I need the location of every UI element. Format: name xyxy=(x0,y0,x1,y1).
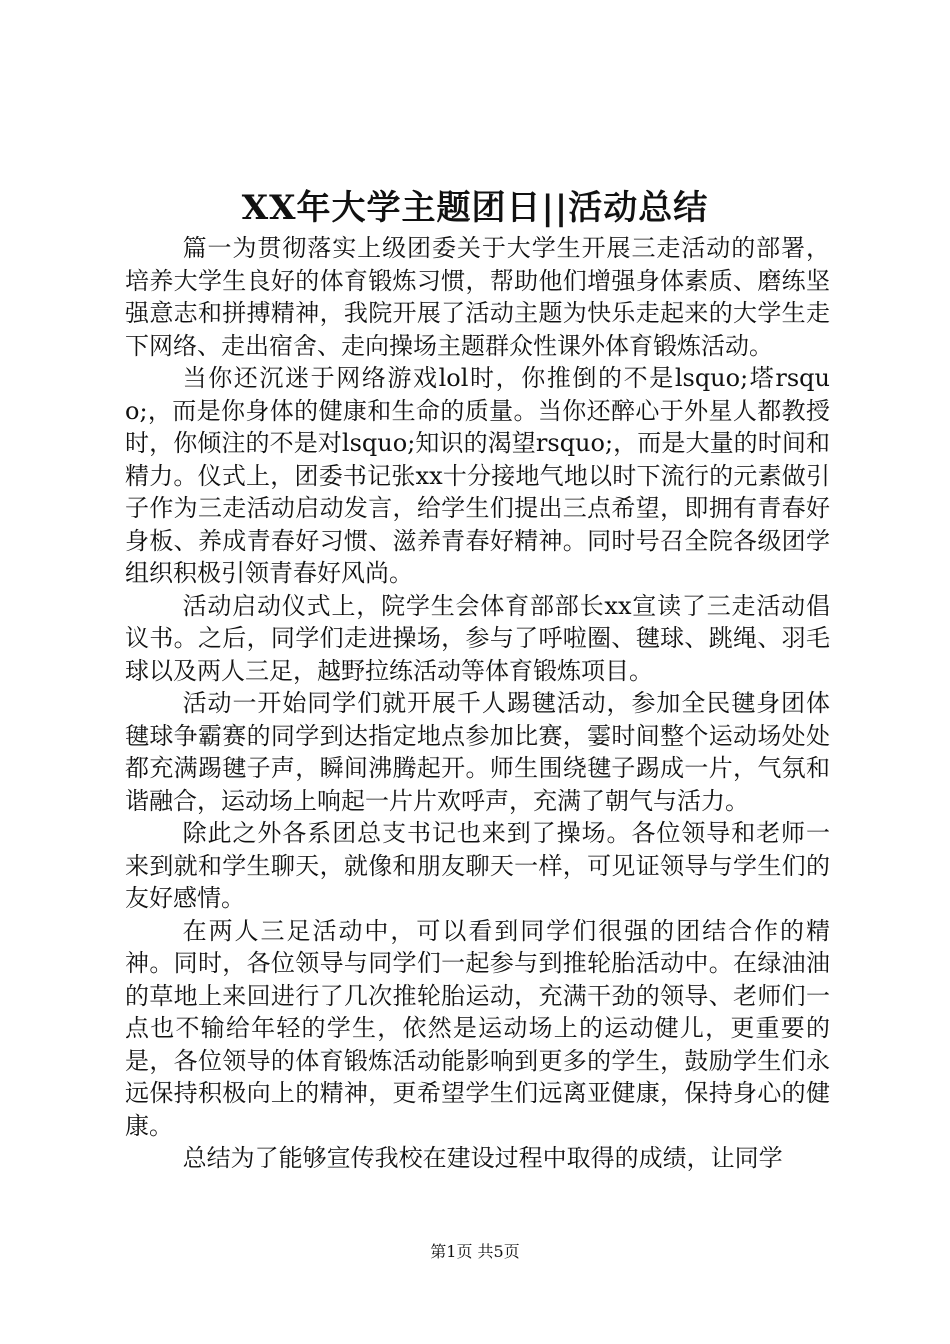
paragraph: 在两人三足活动中，可以看到同学们很强的团结合作的精神。同时，各位领导与同学们一起参与到推轮胎活动中。在绿油油的草地上来回进行了几次推轮胎运动，充满干劲的领导、老师们一点也不输给年轻的学生，依然是运动场上的运动健儿，更重要的是，各位领导的体育锻炼活动能影响到更多的学生，鼓励学生们永远保持积极向上的精神，更希望学生们远离亚健康，保持身心的健康。 xyxy=(125,916,830,1140)
paragraph: 篇一为贯彻落实上级团委关于大学生开展三走活动的部署，培养大学生良好的体育锻炼习惯，帮助他们增强身体素质、磨练坚强意志和拼搏精神，我院开展了活动主题为快乐走起来的大学生走下网络、走出宿舍、走向操场主题群众性课外体育锻炼活动。 xyxy=(125,234,830,360)
page-number-footer: 第1页 共5页 xyxy=(430,1242,520,1261)
document-body xyxy=(125,232,830,1175)
paragraph: 活动启动仪式上，院学生会体育部部长xx宣读了三走活动倡议书。之后，同学们走进操场，参与了呼啦圈、毽球、跳绳、羽毛球以及两人三足，越野拉练活动等体育锻炼项目。 xyxy=(125,591,830,685)
paragraph: 总结为了能够宣传我校在建设过程中取得的成绩，让同学 xyxy=(182,1144,783,1172)
paragraph: 当你还沉迷于网络游戏lol时，你推倒的不是lsquo;塔rsquo;，而是你身体的健康和生命的质量。当你还醉心于外星人都教授时，你倾注的不是对lsquo;知识的渴望rsquo;，而是大量的时间和精力。仪式上，团委书记张xx十分接地气地以时下流行的元素做引子作为三走活动启动发言，给学生们提出三点希望，即拥有青春好身板、养成青春好习惯、滋养青春好精神。同时号召全院各级团学组织积极引领青春好风尚。 xyxy=(125,364,830,587)
paragraph: 活动一开始同学们就开展千人踢毽活动，参加全民毽身团体毽球争霸赛的同学到达指定地点参加比赛，霎时间整个运动场处处都充满踢毽子声，瞬间沸腾起开。师生围绕毽子踢成一片，气氛和谐融合，运动场上响起一片片欢呼声，充满了朝气与活力。 xyxy=(125,689,830,815)
document-title: XX年大学主题团日||活动总结 xyxy=(241,188,709,228)
paragraph: 除此之外各系团总支书记也来到了操场。各位领导和老师一来到就和学生聊天，就像和朋友聊天一样，可见证领导与学生们的友好感情。 xyxy=(125,819,830,912)
